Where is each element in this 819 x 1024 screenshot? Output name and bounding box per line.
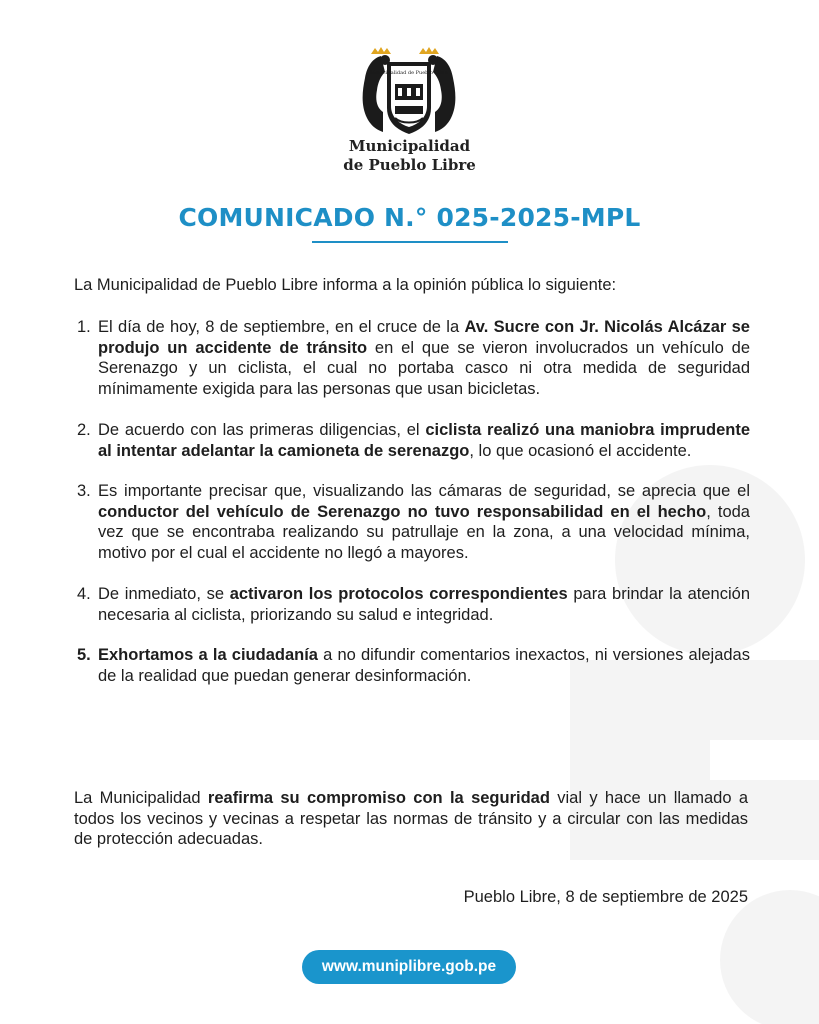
point-2: 2. De acuerdo con las primeras diligencias, el ciclista realizó una maniobra imprudente al intentar adelantar la camioneta de serenazgo, lo que ocasionó el accidente. (77, 421, 750, 460)
point-1: 1. El día de hoy, 8 de septiembre, en el cruce de la Av. Sucre con Jr. Nicolás Alcázar se produjo un accidente de tránsito en el que se vieron involucrados un vehículo de Serenazgo y un ciclista, el cual no portaba casco ni otra medida de seguridad mínimamente exigida para las personas que usan bicicletas. (77, 318, 750, 398)
communique-title: COMUNICADO N.° 025-2025-MPL (178, 203, 641, 232)
numbered-points (74, 317, 750, 686)
coat-of-arms-logo (359, 44, 459, 139)
org-name-line2: de Pueblo Libre (343, 156, 476, 174)
svg-text:Municipalidad de Pueblo Libre: Municipalidad de Pueblo Libre (369, 70, 449, 76)
org-name (300, 137, 519, 175)
point-3: 3. Es importante precisar que, visualizando las cámaras de seguridad, se aprecia que el conductor del vehículo de Serenazgo no tuvo responsabilidad en el hecho, toda vez que se encontraba realizando su patrullaje en la zona, a una velocidad mínima, motivo por el cual el accidente no llegó a mayores. (77, 482, 750, 562)
website-link[interactable]: www.muniplibre.gob.pe (302, 950, 516, 984)
point-highlight: conductor del vehículo de Serenazgo no tuvo responsabilidad en el hecho (98, 502, 707, 521)
closing-highlight: reafirma su compromiso con la seguridad (207, 789, 550, 807)
intro-paragraph: La Municipalidad de Pueblo Libre informa a la opinión pública lo siguiente: (74, 276, 617, 294)
point-5: 5. Exhortamos a la ciudadanía a no difundir comentarios inexactos, ni versiones alejadas de la realidad que puedan generar desinformación. (77, 646, 750, 685)
point-highlight: activaron los protocolos correspondientes (229, 585, 568, 603)
point-highlight: Av. Sucre con Jr. Nicolás Alcázar se produjo un accidente de tránsito (98, 318, 750, 357)
date-line: Pueblo Libre, 8 de septiembre de 2025 (463, 888, 748, 906)
closing-paragraph: La Municipalidad reafirma su compromiso con la seguridad vial y hace un llamado a todos los vecinos y vecinas a respetar las normas de tránsito y a circular con las medidas de protección adecuadas. (74, 789, 749, 848)
point-number: 3. (77, 482, 91, 500)
point-number: 2. (77, 421, 91, 439)
point-highlight: Exhortamos a la ciudadanía (98, 646, 318, 664)
org-name-line1: Municipalidad (348, 137, 471, 155)
point-number: 1. (77, 318, 91, 336)
point-highlight: ciclista realizó una maniobra imprudente al intentar adelantar la camioneta de serenazgo (98, 421, 750, 460)
point-4: 4. De inmediato, se activaron los protocolos correspondientes para brindar la atención necesaria al ciclista, priorizando su salud e integridad. (77, 585, 750, 624)
point-number: 4. (77, 585, 91, 603)
point-number: 5. (77, 646, 91, 664)
title-underline (312, 241, 508, 243)
